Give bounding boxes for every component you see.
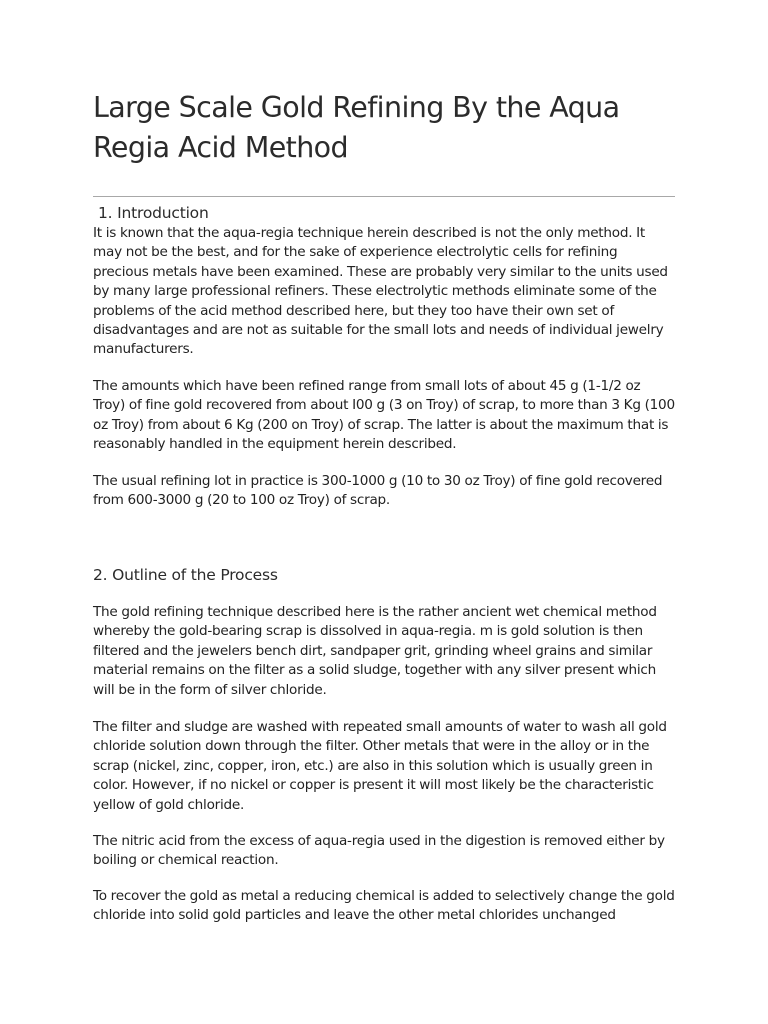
paragraph: The gold refining technique described here is the rather ancient wet chemical method whereby the gold-bearing scrap is dissolved in aqua-regia. m is gold solution is then filtered and the jewelers bench dirt, sandpaper grit, grinding wheel grains and similar material remains on the filter as a solid sludge, together with any silver present which will be in the form of silver chloride. — [93, 604, 657, 698]
title-divider — [93, 196, 675, 197]
paragraph: The amounts which have been refined range from small lots of about 45 g (1-1/2 oz Troy) of fine gold recovered from about I00 g (3 on Troy) of scrap, to more than 3 Kg (100 oz Troy) from about 6 Kg (200 on Troy) of scrap. The latter is about the maximum that is reasonably handled in the equipment herein described. — [93, 378, 675, 453]
section-heading-introduction: 1. Introduction — [98, 204, 209, 222]
paragraph: The usual refining lot in practice is 300-1000 g (10 to 30 oz Troy) of fine gold recovered from 600-3000 g (20 to 100 oz Troy) of scrap. — [93, 473, 663, 509]
document-title: Large Scale Gold Refining By the Aqua Regia Acid Method — [93, 91, 620, 164]
paragraph: To recover the gold as metal a reducing chemical is added to selectively change the gold chloride into solid gold particles and leave the other metal chlorides unchanged — [93, 888, 675, 924]
section-heading-outline: 2. Outline of the Process — [93, 566, 278, 584]
paragraph: The nitric acid from the excess of aqua-regia used in the digestion is removed either by boiling or chemical reaction. — [93, 833, 665, 869]
paragraph: The filter and sludge are washed with repeated small amounts of water to wash all gold chloride solution down through the filter. Other metals that were in the alloy or in the scrap (nickel, zinc, copper, iron, etc.) are also in this solution which is usually green in color. However, if no nickel or copper is present it will most likely be the characteristic yellow of gold chloride. — [93, 719, 667, 813]
paragraph: It is known that the aqua-regia technique herein described is not the only method. It may not be the best, and for the sake of experience electrolytic cells for refining precious metals have been examined. These are probably very similar to the units used by many large professional refiners. These electrolytic methods eliminate some of the problems of the acid method described here, but they too have their own set of disadvantages and are not as suitable for the small lots and needs of individual jewelry manufacturers. — [93, 225, 668, 358]
